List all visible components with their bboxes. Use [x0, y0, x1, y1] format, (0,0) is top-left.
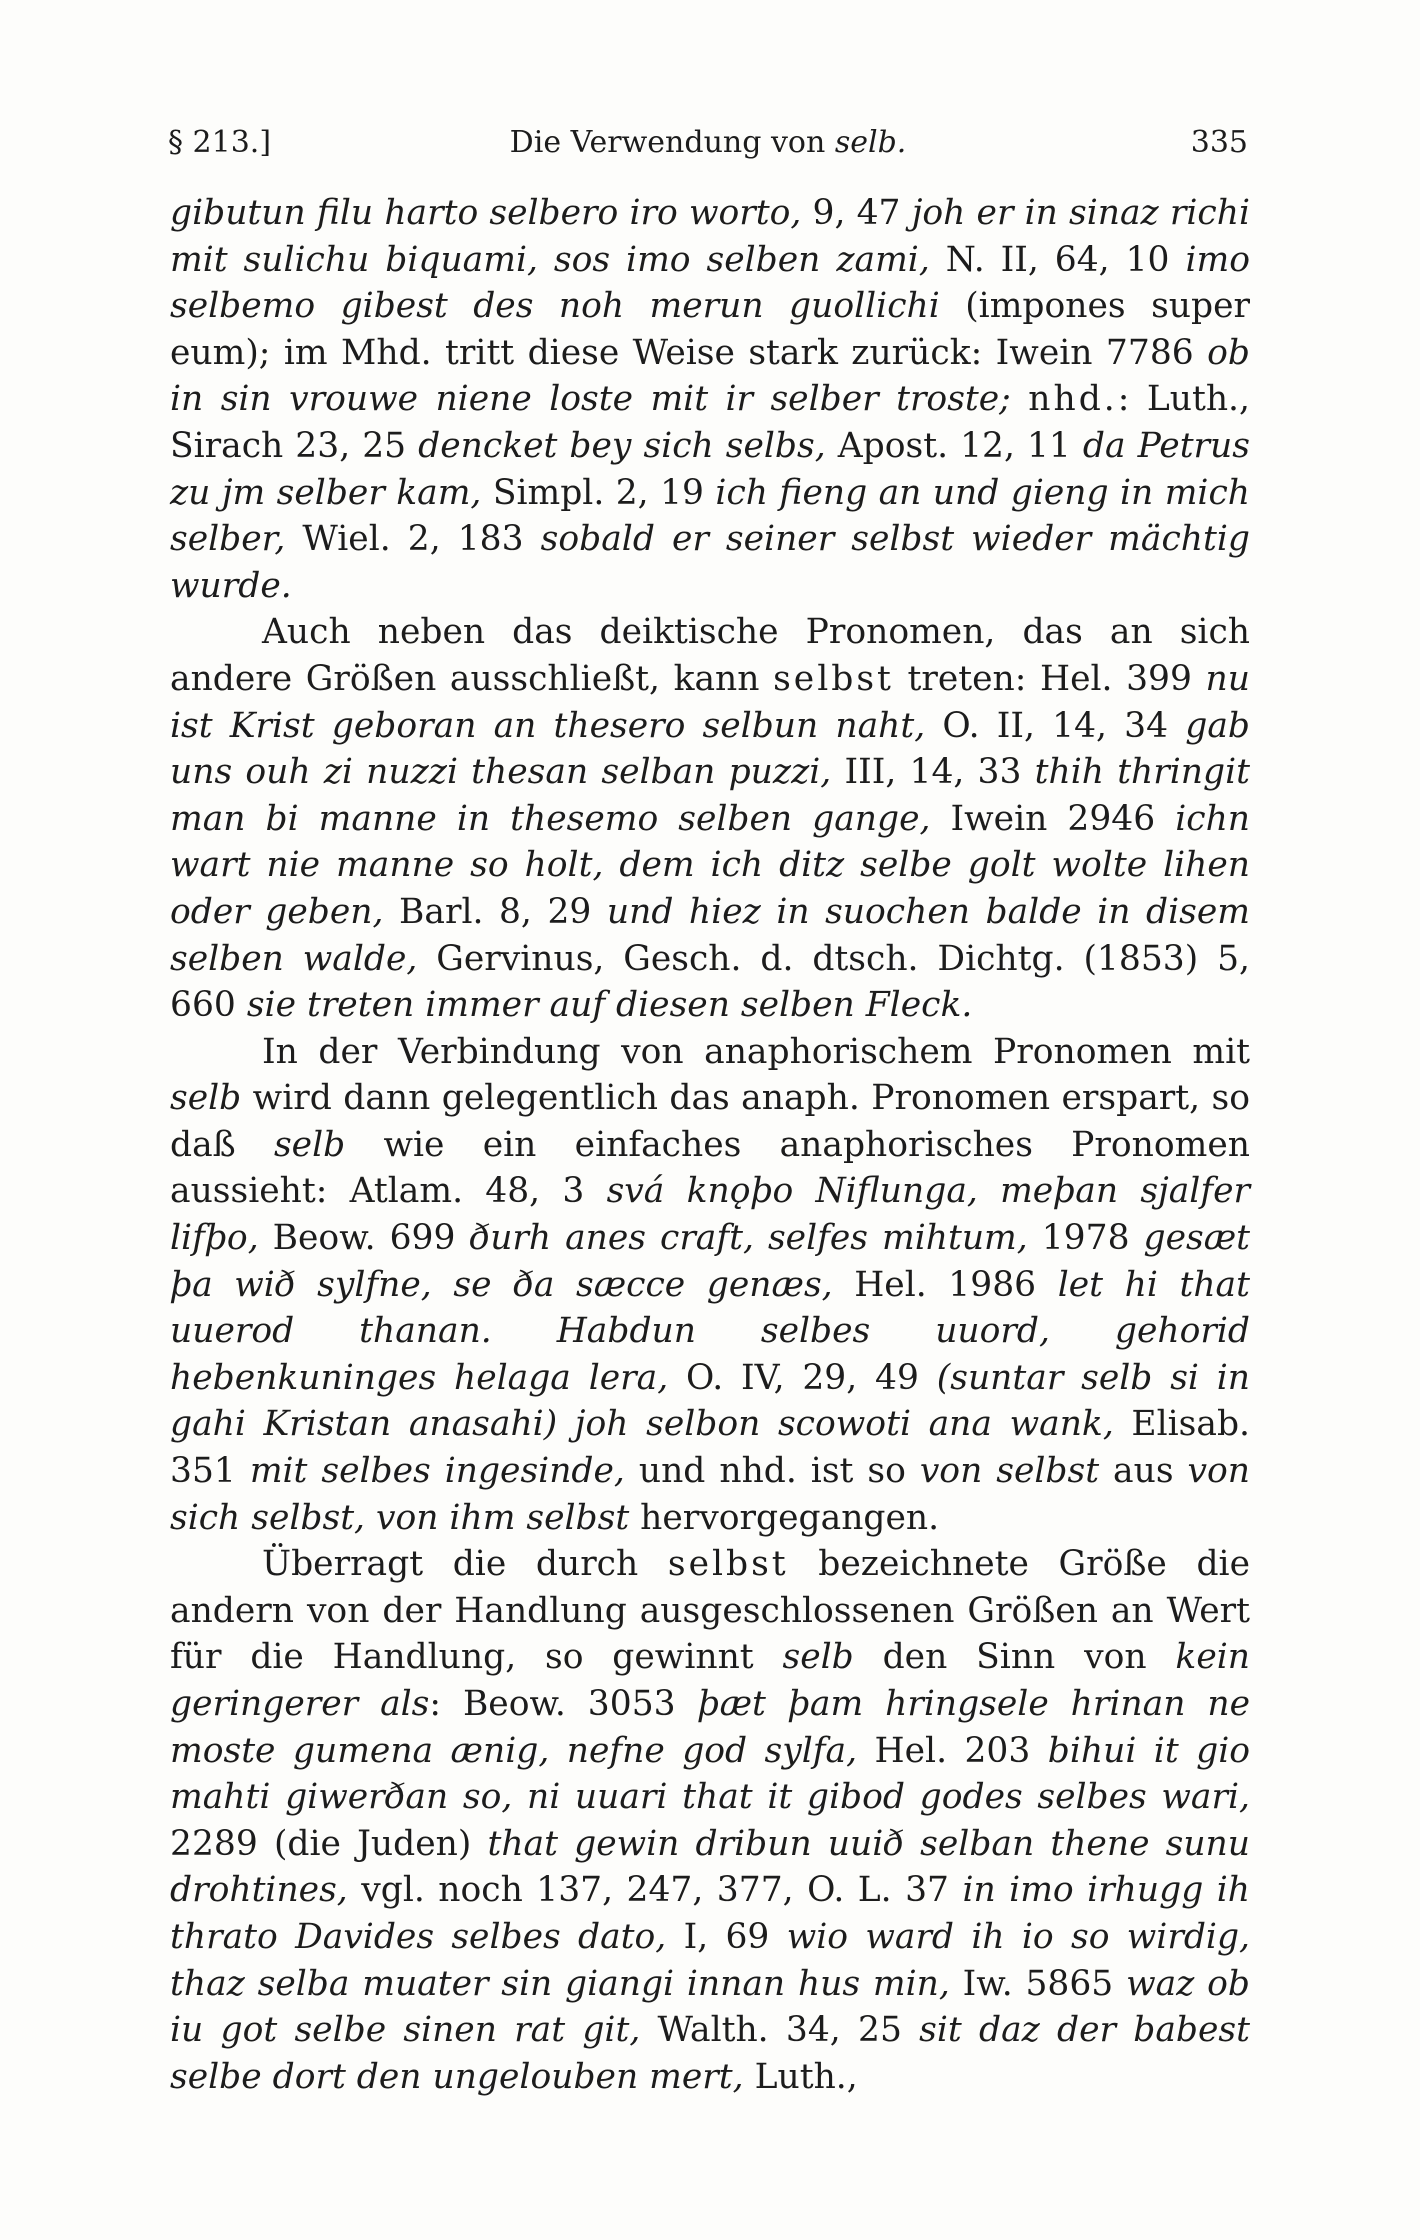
- quoted-text: gesæt þa wið sylfne, se ða sæcce genæs,: [170, 1218, 1250, 1305]
- quoted-text: in imo irhugg ih thrato Davides selbes dato,: [170, 1870, 1251, 1957]
- section-reference: § 213.]: [168, 125, 272, 160]
- body-text: N. II, 64, 10: [929, 239, 1186, 280]
- quoted-text: selb: [170, 1078, 242, 1119]
- body-text: den Sinn von: [853, 1637, 1176, 1678]
- quoted-text: gab uns ouh zi nuzzi thesan selban puzzi,: [170, 705, 1250, 793]
- quoted-text: (suntar selb si in gahi Kristan anasahi) joh selbon scowoti ana wank,: [170, 1357, 1251, 1445]
- body-text: Iw. 5865: [949, 1963, 1127, 2004]
- paragraph: [170, 1029, 1250, 1542]
- body-text: Apost. 12, 11: [825, 425, 1083, 466]
- quoted-text: joh er in sinaz richi mit sulichu biquami, sos imo selben zami,: [170, 193, 1251, 280]
- body-text: Barl. 8, 29: [383, 891, 607, 932]
- quoted-text: selb: [273, 1124, 346, 1165]
- quoted-text: kein geringerer als: [170, 1637, 1250, 1724]
- body-text: Simpl. 2, 19: [481, 472, 716, 513]
- body-text: bezeichnete Größe die andern von der Handlung ausgeschlossenen Größen an Wert für die Handlung, so gewinnt: [170, 1544, 1250, 1678]
- body-text: Walth. 34, 25: [640, 2010, 920, 2051]
- body-text: O. IV, 29, 49: [668, 1357, 937, 1398]
- quoted-text: nu ist Krist geboran an thesero selbun naht,: [170, 658, 1250, 746]
- spaced-text: selbst: [667, 1544, 789, 1585]
- page-body: [170, 190, 1250, 2100]
- body-text: Luth.,: [743, 2056, 858, 2097]
- quoted-text: gibutun filu harto selbero iro worto,: [170, 193, 802, 233]
- quoted-text: þæt þam hringsele hrinan ne moste gumena ænig, nefne god sylfa,: [170, 1684, 1250, 1771]
- body-text: Beow. 699: [258, 1218, 470, 1259]
- quoted-text: ichn wart nie manne so holt, dem ich ditz selbe golt wolte lihen oder geben,: [170, 798, 1251, 932]
- body-text: aus: [1099, 1451, 1188, 1492]
- running-header: [168, 118, 1248, 168]
- paragraph: [170, 190, 1250, 609]
- body-text: Überragt die durch: [262, 1544, 668, 1585]
- quoted-text: imo selbemo gibest des noh merun guollichi: [170, 239, 1250, 327]
- running-title-word: selb.: [834, 125, 907, 160]
- body-text: : Beow. 3053: [429, 1684, 698, 1724]
- spaced-text: selbst: [773, 658, 894, 699]
- quoted-text: wio ward ih io so wirdig, thaz selba muater sin giangi innan hus min,: [170, 1916, 1250, 2004]
- body-text: O. II, 14, 34: [925, 705, 1186, 746]
- quoted-text: mit selbes ingesinde,: [249, 1451, 625, 1492]
- quoted-text: let hi that uuerod thanan. Habdun selbes uuord, gehorid hebenkuninges helaga lera,: [170, 1264, 1250, 1398]
- quoted-text: thih thringit man bi manne in thesemo selben gange,: [170, 752, 1251, 839]
- page-number: 335: [1190, 125, 1248, 160]
- body-text: Gervinus, Gesch. d. dtsch. Dichtg. (1853) 5, 660: [170, 938, 1250, 1026]
- quoted-text: sit daz der babest selbe dort den ungelouben mert,: [170, 2010, 1251, 2097]
- paragraph: [170, 609, 1250, 1028]
- body-text: Iwein 2946: [930, 798, 1176, 839]
- body-text: (impones super eum); im Mhd. tritt diese Weise stark zurück: Iwein 7786: [170, 286, 1250, 373]
- quoted-text: ðurh anes craft, selfes mihtum,: [469, 1218, 1028, 1259]
- spaced-text: nhd.: [1028, 379, 1118, 420]
- body-text: 2289 (die Juden): [170, 1823, 488, 1864]
- body-text: 1978: [1027, 1218, 1144, 1259]
- quoted-text: waz ob iu got selbe sinen rat git,: [170, 1963, 1250, 2051]
- body-text: Auch neben das deiktische Pronomen, das an sich andere Größen ausschließt, kann: [170, 612, 1250, 699]
- running-title: [168, 118, 1248, 168]
- quoted-text: da Petrus zu jm selber kam,: [170, 425, 1250, 513]
- body-text: wie ein einfaches anaphorisches Pronomen aussieht: Atlam. 48, 3: [170, 1124, 1250, 1212]
- quoted-text: dencket bey sich selbs,: [418, 425, 826, 466]
- body-text: hervorgegangen.: [629, 1497, 940, 1538]
- quoted-text: svá knǫþo Niflunga, meþan sjalfer lifþo,: [170, 1171, 1251, 1259]
- quoted-text: ich fieng an und gieng in mich selber,: [170, 472, 1251, 560]
- body-text: 9, 47: [801, 193, 912, 233]
- body-text: Hel. 203: [857, 1730, 1048, 1771]
- quoted-text: bihui it gio mahti giwerðan so, ni uuari that it gibod godes selbes wari,: [170, 1730, 1251, 1818]
- quoted-text: von selbst: [919, 1451, 1100, 1492]
- quoted-text: selb: [782, 1637, 854, 1678]
- body-text: In der Verbindung von anaphorischem Pronomen mit: [262, 1031, 1250, 1072]
- body-text: und nhd. ist so: [624, 1451, 920, 1492]
- quoted-text: von sich selbst, von ihm selbst: [170, 1451, 1250, 1538]
- body-text: [1011, 379, 1028, 419]
- body-text: I, 69: [666, 1916, 787, 1957]
- body-text: III, 14, 33: [831, 752, 1035, 793]
- quoted-text: that gewin dribun uuið selban thene sunu drohtines,: [170, 1823, 1250, 1911]
- body-text: wird dann gelegentlich das anaph. Pronomen erspart, so daß: [170, 1078, 1250, 1165]
- quoted-text: sobald er seiner selbst wieder mächtig wurde.: [170, 519, 1250, 606]
- body-text: Elisab. 351: [170, 1404, 1251, 1492]
- body-text: : Luth., Sirach 23, 25: [170, 379, 1250, 466]
- quoted-text: ob in sin vrouwe niene loste mit ir selber troste;: [170, 332, 1250, 420]
- running-title-prefix: Die Verwendung von: [509, 125, 835, 160]
- paragraph: [170, 1541, 1250, 2100]
- body-text: Wiel. 2, 183: [285, 519, 541, 560]
- body-text: vgl. noch 137, 247, 377, O. L. 37: [347, 1870, 963, 1911]
- quoted-text: sie treten immer auf diesen selben Fleck.: [246, 985, 973, 1026]
- quoted-text: und hiez in suochen balde in disem selben walde,: [170, 891, 1250, 979]
- body-text: Hel. 1986: [832, 1264, 1058, 1305]
- body-text: treten: Hel. 399: [893, 658, 1206, 699]
